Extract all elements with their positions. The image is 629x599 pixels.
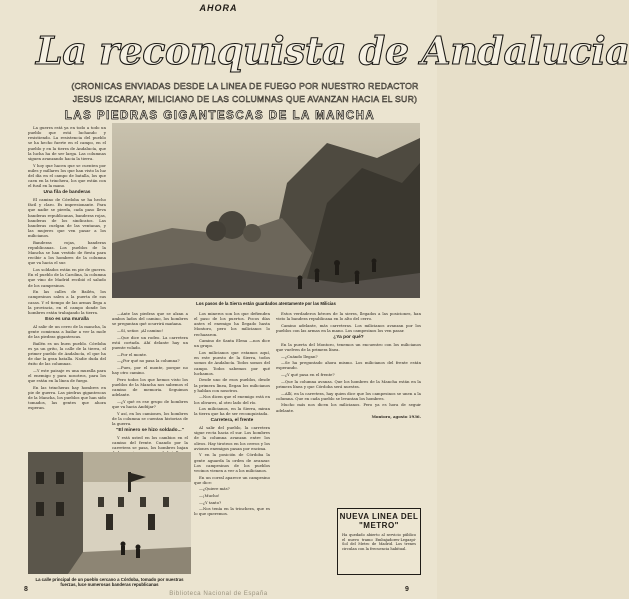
article-paragraph: —Por el monte. xyxy=(117,351,148,357)
article-paragraph: —Que dice un rodeo. La carretera está cortada. Ahí delante hay un puente volado. xyxy=(112,334,188,350)
photo-village-street xyxy=(28,452,191,574)
article-column-1 xyxy=(28,125,106,447)
subheadline-line-1: (CRONICAS ENVIADAS DESDE LA LINEA DE FUEGO POR NUESTRO REDACTOR xyxy=(71,81,419,91)
article-paragraph: —Que la columna avanza. Que los hombres de la Mancha están en la primera línea y que Córdoba será nuestra. xyxy=(276,378,421,389)
article-paragraph: Los milicianos, en la Sierra, miran la tierra que ha de ser reconquistada. xyxy=(194,406,270,417)
article-paragraph: —Y este paisaje es una muralla para el enemigo y para nosotros, para los que están en la línea de fuego. xyxy=(28,367,106,384)
article-paragraph: —Allí, en la carretera, hay quien dice que los campesinos se unen a la columna. Que en cada pueblo se levantan los hombres. xyxy=(276,390,421,401)
article-paragraph: En las trincheras hay hombres en pie de guerra. Las piedras gigantescas de la Mancha, los pueblos que han sido tomados, las gentes que ahora esperan. xyxy=(28,384,106,411)
photo-bottom-caption: La calle principal de un pueblo cercano a Córdoba, tomado por nuestras fuerzas, luce numerosas banderas republicanas xyxy=(35,577,184,588)
article-paragraph: Y hoy que hacen que se cuenten por miles y millares los que han visto la luz del día en el campo de batalla, los que caen en la trinchera, los que están con el fusil en la mano. xyxy=(28,162,106,189)
article-paragraph: Desde uno de esos pueblos, desde la primera línea, llegan los milicianos y hablan con nosotros. xyxy=(194,377,270,393)
article-paragraph: Los mineros son los que defienden el paso de los puertos. Pocos días antes el enemigo ha llegado hasta Montoro, pero los milicianos lo rechazaron. xyxy=(194,311,270,337)
article-paragraph: Mucho más nos dicen los milicianos. Pero ya es hora de seguir adelante. xyxy=(276,402,421,413)
article-column-4 xyxy=(276,311,421,505)
metro-notice-title: NUEVA LINEA DEL "METRO" xyxy=(339,512,419,530)
metro-notice-box xyxy=(337,508,421,575)
page-number-left: 8 xyxy=(24,586,28,593)
article-paragraph: —¿Cuándo llegan? xyxy=(281,353,318,359)
article-paragraph: —¡Mucho! xyxy=(199,493,220,498)
article-paragraph: Al salir de un cerro de la mancha, la gente comienza a bailar a ver la mole de las piedras gigantescas. xyxy=(28,323,106,339)
article-column-3 xyxy=(194,311,270,577)
subheadline xyxy=(60,80,430,106)
article-paragraph: En un corral aparece un campesino que dice: xyxy=(194,474,270,485)
article-paragraph: —Sí, señor. ¡Al camino! xyxy=(117,327,164,333)
article-paragraph: —Ante las piedras que se alzan a ambos lados del camino, los hombres se preguntan qué ocurrirá mañana. xyxy=(112,311,188,327)
subheadline-line-2: JESUS IZCARAY, MILICIANO DE LAS COLUMNAS QUE AVANZAN HACIA EL SUR) xyxy=(72,94,418,104)
section-subheading: Carretera, el frente xyxy=(210,418,254,424)
article-paragraph: Bailén es un buen pueblo. Córdoba es ya un grito, la calle de la tierra, el primer pueblo de Andalucía, el que ha de dar la gran batalla. Nadie duda del éxito de las columnas. xyxy=(28,340,106,367)
article-paragraph: —¿Por qué no pasa la columna? xyxy=(117,358,180,364)
section-subheading: Eso es una muralla xyxy=(45,316,89,322)
section-subheading: "El minero se hizo soldado..." xyxy=(116,428,184,434)
article-paragraph: —¿Y qué es ese grupo de hombres que va hacia Andújar? xyxy=(112,398,188,409)
section-kicker: LAS PIEDRAS GIGANTESCAS DE LA MANCHA xyxy=(64,110,376,122)
article-paragraph: —¿Y tanto? xyxy=(199,499,222,505)
photo-top-caption: Los pasos de la Sierra están guardados atentamente por las Milicias xyxy=(196,301,336,306)
article-paragraph: Los soldados están en pie de guerra. En el pueblo de la Carolina, la columna que vino de Madrid recibió el saludo de los campesinos. xyxy=(28,267,106,288)
section-subheading: Una fila de banderas xyxy=(43,190,91,196)
metro-notice-body: Ha quedado abierto al servicio público el nuevo tramo Embajadores-Legazpi-Sol del Metro de Madrid. Los trenes circulan con la frecuencia habitual. xyxy=(342,533,416,551)
article-paragraph: Y así, en los camiones, los hombres de la columna se cuentan historias de la guerra. xyxy=(112,410,188,426)
article-paragraph: Camino de Santa Elena —nos dice un grupo. xyxy=(194,338,270,349)
photo-village-street-image xyxy=(28,452,191,574)
article-paragraph: —¿Y qué pasa en el frente? xyxy=(281,372,335,378)
photo-sierra-militiamen xyxy=(112,123,420,298)
article-paragraph: —Nos dicen que el enemigo está en los olivares, al otro lado del río. xyxy=(194,394,270,405)
article-paragraph: —Nos tenía en la trinchera, que es lo que queremos. xyxy=(194,506,270,517)
dateline: Montoro, agosto 1936. xyxy=(371,414,421,420)
masthead: AHORA xyxy=(199,3,238,13)
article-paragraph: En la puerta del Montoro, tenemos un encuentro con los milicianos que vuelven de la primera línea. xyxy=(276,341,421,352)
article-paragraph: Los milicianos que estamos aquí, en este puesto de la Sierra, todos somos de Andalucía. Todos somos del campo. Todos sabemos por qué luchamos. xyxy=(194,350,270,376)
article-paragraph: Y está usted en los cambios en el camino del frente. Cuando por la carretera se pasa, los hombres bajan xyxy=(112,434,188,451)
article-paragraph: Pero todos los que hemos visto los pueblos de la Mancha nos sabemos el camino de memoria. Seguimos adelante. xyxy=(112,376,188,398)
article-paragraph: El camino de Córdoba se ha hecho fácil y claro. Es impresionante. Para que nadie se pierda, cada paso lleva banderas republicanas, banderas rojas, banderas de los sindicatos. Las banderas cuelgan de las ventanas, y las mujeres que ven pasar a los milicianos. xyxy=(28,197,106,239)
section-subheading: ¿Ya por qué? xyxy=(333,335,364,341)
article-paragraph: —Pues, por el monte, porque no hay otro camino. xyxy=(112,364,188,376)
photo-sierra-militiamen-image xyxy=(112,123,420,298)
article-paragraph: En las calles de Bailén, los campesinos salen a la puerta de sus casas. Y el tiempo de las armas llega a la provincia, en el campo donde los hombres están trabajando la tierra. xyxy=(28,289,106,315)
article-paragraph: Banderas rojas, banderas republicanas. Los pueblos de la Mancha se han vestido de fiesta para recibir a los hombres de la columna que va hacia el sur. xyxy=(28,239,106,266)
article-paragraph: Estos verdaderos héroes de la sierra, llegados a las posiciones, han visto la bandera republicana en lo alto del cerro. xyxy=(276,311,421,322)
article-paragraph: Al salir del pueblo, la carretera sigue recta hacia el sur. Los hombres de la columna avanzan entre los olivos. Hay tiroteos en los cerros y los aviones enemigos pasan por encima. xyxy=(194,425,270,451)
article-paragraph: —Se ha preguntado ahora mismo. Los milicianos del frente están esperando. xyxy=(276,360,421,371)
headline: La reconquista de Andalucia xyxy=(36,28,629,73)
library-watermark: Biblioteca Nacional de España xyxy=(169,590,268,597)
article-paragraph: La guerra está ya en todo a todo un pueblo que está luchando y resistiendo. La resistencia del pueblo se ha hecho fuerte en el campo, en el pueblo y en la tierra de Andalucía, que la lucha ha de ser larga. Las columnas siguen avanzando hacia la tierra. xyxy=(28,125,106,161)
article-paragraph: —¿Quiere más? xyxy=(199,486,230,492)
page-number-right: 9 xyxy=(405,586,409,593)
article-paragraph: Camino adelante, más carreteras. Los milicianos avanzan por los pueblos con las armas en la mano. Los campesinos los ven pasar. xyxy=(276,322,421,333)
article-paragraph: Y en la posición de Córdoba la gente aguarda la orden de avanzar. Los campesinos de los pueblos vecinos vienen a ver a los milicianos. xyxy=(194,452,270,473)
